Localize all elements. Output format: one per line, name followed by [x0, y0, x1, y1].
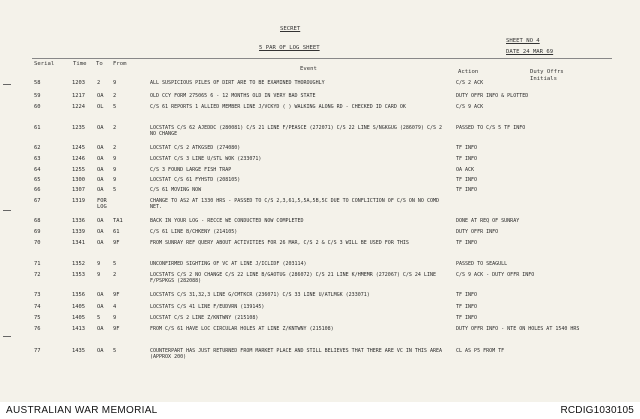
row-time: 1300	[72, 177, 85, 183]
row-to: OA	[97, 125, 104, 131]
row-serial: 68	[34, 218, 41, 224]
row-action: OA ACK	[456, 167, 475, 173]
col-from: From	[113, 61, 127, 67]
row-action: TF INFO	[456, 187, 478, 193]
row-event: BACK IN YOUR LOG - RECCE WE CONDUCTED NOW COMPLETED	[150, 218, 304, 224]
row-serial: 72	[34, 272, 41, 278]
row-to: OA	[97, 218, 104, 224]
row-time: 1405	[72, 315, 85, 321]
row-from: 5	[113, 348, 117, 354]
row-serial: 64	[34, 167, 41, 173]
row-time: 1217	[72, 93, 85, 99]
log-row	[0, 272, 640, 284]
row-from: 4	[113, 304, 117, 310]
sheet-number: SHEET NO 4	[506, 38, 540, 44]
row-action: TF INFO	[456, 177, 478, 183]
col-to: To	[96, 61, 103, 67]
row-time: 1353	[72, 272, 85, 278]
col-duty-offr: Duty Offrs	[530, 69, 564, 75]
row-action: TF INFO	[456, 240, 478, 246]
row-event: C/S 61 REPORTS 1 ALLIED MEMBER LINE J/VCKYD ( ) WALKING ALONG RD - CHECKED ID CARD OK	[150, 104, 406, 110]
row-from: 9	[113, 177, 117, 183]
row-serial: 74	[34, 304, 41, 310]
log-row	[0, 104, 640, 116]
row-time: 1339	[72, 229, 85, 235]
row-time: 1203	[72, 80, 85, 86]
row-action: CL AS P5 FROM TF	[456, 348, 505, 354]
row-from: 2	[113, 93, 117, 99]
row-serial: 63	[34, 156, 41, 162]
log-row	[0, 198, 640, 210]
row-from: 9	[113, 315, 117, 321]
row-from: 5	[113, 261, 117, 267]
row-to: 5	[97, 315, 101, 321]
row-event: LOCSTATS C/S 41 LINE F/EUDVRN (139145)	[150, 304, 265, 310]
log-row	[0, 292, 640, 304]
log-row	[0, 348, 640, 360]
log-row	[0, 240, 640, 252]
row-serial: 67	[34, 198, 41, 204]
row-time: 1235	[72, 125, 85, 131]
row-to: OA	[97, 348, 104, 354]
row-to: OA	[97, 93, 104, 99]
row-from: TA1	[113, 218, 123, 224]
row-action: PASSED TO C/S 5 TF INFO	[456, 125, 526, 131]
row-time: 1245	[72, 145, 85, 151]
row-from: 9F	[113, 292, 120, 298]
row-serial: 65	[34, 177, 41, 183]
row-event: LOCSTAT C/S 2 ATKGSED (274080)	[150, 145, 241, 151]
row-serial: 71	[34, 261, 41, 267]
row-action: TF INFO	[456, 304, 478, 310]
row-from: 9F	[113, 240, 120, 246]
row-from: 5	[113, 104, 117, 110]
row-to: OL	[97, 104, 104, 110]
row-serial: 70	[34, 240, 41, 246]
margin-tick	[3, 210, 11, 211]
row-event: FROM C/S 61 HAVE LOC CIRCULAR HOLES AT LINE Z/KNTWNY (215108)	[150, 326, 334, 332]
row-from: 5	[113, 187, 117, 193]
col-serial: Serial	[34, 61, 55, 67]
row-from: 9	[113, 156, 117, 162]
row-action: TF INFO	[456, 156, 478, 162]
row-to: FOR LOG	[97, 198, 107, 210]
row-to: OA	[97, 167, 104, 173]
row-action: C/S 9 ACK	[456, 104, 484, 110]
row-event: C/S 61 MOVING NOW	[150, 187, 202, 193]
log-row	[0, 80, 640, 92]
row-to: OA	[97, 240, 104, 246]
row-time: 1336	[72, 218, 85, 224]
classification-label: SECRET	[280, 26, 301, 32]
sheet-title: 5 PAR OF LOG SHEET	[259, 45, 320, 51]
row-serial: 59	[34, 93, 41, 99]
row-from: 2	[113, 125, 117, 131]
row-to: OA	[97, 145, 104, 151]
row-action: C/S 9 ACK - DUTY OFFR INFO	[456, 272, 535, 278]
row-event: LOCSTAT C/S 2 LINE Z/KNTWNY (215108)	[150, 315, 259, 321]
row-to: OA	[97, 177, 104, 183]
row-action: DUTY OFFR INFO - NTE ON HOLES AT 1540 HRS	[456, 326, 580, 332]
row-serial: 76	[34, 326, 41, 332]
row-to: OA	[97, 187, 104, 193]
row-to: OA	[97, 292, 104, 298]
row-to: OA	[97, 229, 104, 235]
row-from: 2	[113, 272, 117, 278]
row-time: 1246	[72, 156, 85, 162]
row-from: 9	[113, 167, 117, 173]
row-event: ALL SUSPICIOUS PILES OF DIRT ARE TO BE EXAMINED THOROUGHLY	[150, 80, 325, 86]
row-to: OA	[97, 156, 104, 162]
sheet-date: DATE 24 MAR 69	[506, 49, 554, 55]
row-event: C/S 61 LINE B/CHKENY (214105)	[150, 229, 238, 235]
row-action: DUTY OFFR INFO	[456, 229, 499, 235]
row-from: 9F	[113, 326, 120, 332]
row-to: 9	[97, 272, 101, 278]
row-time: 1224	[72, 104, 85, 110]
row-action: TF INFO	[456, 145, 478, 151]
row-to: OA	[97, 326, 104, 332]
row-event: C/S 3 FOUND LARGE FISH TRAP	[150, 167, 232, 173]
row-action: PASSED TO SEAGULL	[456, 261, 508, 267]
row-serial: 60	[34, 104, 41, 110]
log-row	[0, 326, 640, 338]
row-event: COUNTERPART HAS JUST RETURNED FROM MARKET PLACE AND STILL BELIEVES THAT THERE ARE VC IN THIS AREA (APPROX 200)	[150, 348, 442, 360]
row-time: 1307	[72, 187, 85, 193]
row-action: DUTY OFFR INFO & PLOTTED	[456, 93, 529, 99]
row-time: 1405	[72, 304, 85, 310]
archive-reference: RCDIG1030105	[560, 405, 634, 416]
row-to: 9	[97, 261, 101, 267]
row-serial: 66	[34, 187, 41, 193]
row-to: 2	[97, 80, 101, 86]
row-from: 9	[113, 80, 117, 86]
row-event: CHANGE TO AS2 AT 1330 HRS - PASSED TO C/S 2,3,61,5,5A,5B,5C DUE TO CONFLICTION OF C/S ON NO COMD NET.	[150, 198, 439, 210]
row-event: LOCSTATS C/S 31,32,3 LINE G/CMTKCR (236071) C/S 33 LINE U/ATLMGK (233071)	[150, 292, 370, 298]
col-action: Action	[458, 69, 479, 75]
row-event: FROM SUNRAY REF QUERY ABOUT ACTIVITIES FOR 26 MAR, C/S 2 & C/S 3 WILL BE USED FOR THIS	[150, 240, 409, 246]
row-serial: 75	[34, 315, 41, 321]
col-time: Time	[73, 61, 87, 67]
row-time: 1356	[72, 292, 85, 298]
row-time: 1255	[72, 167, 85, 173]
row-time: 1435	[72, 348, 85, 354]
archive-footer	[0, 402, 640, 419]
row-to: OA	[97, 304, 104, 310]
row-time: 1413	[72, 326, 85, 332]
row-from: 61	[113, 229, 120, 235]
margin-tick	[3, 84, 11, 85]
row-serial: 61	[34, 125, 41, 131]
row-from: 2	[113, 145, 117, 151]
col-event: Event	[300, 66, 317, 72]
row-serial: 69	[34, 229, 41, 235]
row-serial: 62	[34, 145, 41, 151]
row-time: 1341	[72, 240, 85, 246]
row-event: OLD CCY FORM 275065 6 - 12 MONTHS OLD IN VERY BAD STATE	[150, 93, 316, 99]
row-serial: 58	[34, 80, 41, 86]
log-row	[0, 125, 640, 137]
row-event: LOCSTAT C/S 3 LINE U/STL WOK (233071)	[150, 156, 262, 162]
row-event: LOCSTAT C/S 61 FYHSTD (208105)	[150, 177, 241, 183]
header-rule	[32, 58, 612, 59]
row-serial: 73	[34, 292, 41, 298]
row-event: LOCSTATS C/S 2 NO CHANGE C/S 22 LINE B/GAOTUG (286072) C/S 21 LINE K/HMEMR (272067) C/S 24 LINE F/PSPKGS (282088)	[150, 272, 436, 284]
row-action: TF INFO	[456, 292, 478, 298]
margin-tick	[3, 336, 11, 337]
archive-name: AUSTRALIAN WAR MEMORIAL	[6, 405, 158, 416]
col-initials: Initials	[530, 76, 557, 82]
row-event: LOCSTATS C/S 62 AJEDDC (280081) C/S 21 LINE F/PEASCE (272071) C/S 22 LINE S/NGKGUG (286079) C/S 2 NO CHANGE	[150, 125, 442, 137]
row-time: 1352	[72, 261, 85, 267]
row-action: DONE AT REQ OF SUNRAY	[456, 218, 520, 224]
row-serial: 77	[34, 348, 41, 354]
row-event: UNCONFIRMED SIGHTING OF VC AT LINE J/ICLIDF (203114)	[150, 261, 307, 267]
row-action: TF INFO	[456, 315, 478, 321]
row-action: C/S 2 ACK	[456, 80, 484, 86]
row-time: 1319	[72, 198, 85, 204]
